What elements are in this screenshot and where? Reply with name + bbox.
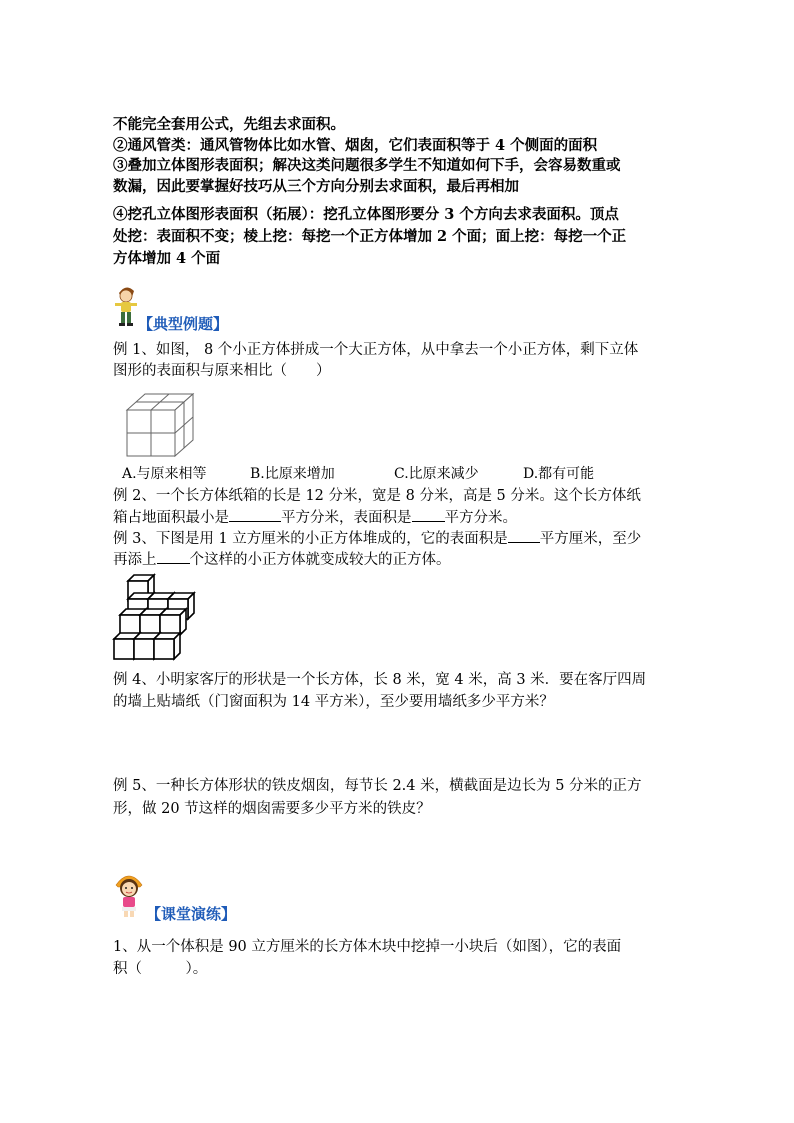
intro-line-1: 不能完全套用公式，先组去求面积。 [113, 116, 345, 133]
example-1-options [122, 463, 594, 483]
intro-line-7: 方体增加 4 个面 [113, 250, 221, 267]
answer-blank-surface-area[interactable] [412, 507, 445, 522]
example-3-text-d: 个这样的小正方体就变成较大的正方体。 [189, 552, 451, 568]
answer-blank-area[interactable] [508, 528, 540, 543]
example-4-line-1: 例 4、小明家客厅的形状是一个长方体，长 8 米，宽 4 米，高 3 米．要在客厅四周 [113, 672, 647, 688]
option-a[interactable]: A.与原来相等 [122, 466, 207, 482]
cube-figure-2x2x2 [125, 392, 195, 458]
stacked-cubes-figure [114, 575, 200, 661]
example-1-line-2: 图形的表面积与原来相比（ ） [113, 363, 331, 379]
intro-line-4: 数漏，因此要掌握好技巧从三个方向分别去求面积，最后再相加 [113, 178, 519, 195]
answer-blank-floor-area[interactable] [229, 507, 281, 522]
example-2-text-c: 平方分米。 [444, 510, 517, 526]
example-3-text-a: 例 3、下图是用 1 立方厘米的小正方体堆成的，它的表面积是 [113, 531, 508, 547]
example-3-line-1 [113, 528, 641, 549]
cartoon-boy-icon [113, 283, 139, 327]
intro-line-5: ④挖孔立体图形表面积（拓展）：挖孔立体图形要分 3 个方向去求表面积。顶点 [113, 206, 619, 223]
example-1-line-1: 例 1、如图， 8 个小正方体拼成一个大正方体，从中拿去一个小正方体，剩下立体 [113, 342, 639, 358]
example-3-text-b: 平方厘米，至少 [539, 531, 642, 547]
option-c[interactable]: C.比原来减少 [394, 466, 479, 482]
cartoon-girl-icon [114, 871, 144, 919]
intro-line-3: ③叠加立体图形表面积；解决这类问题很多学生不知道如何下手，会容易数重或 [113, 157, 621, 174]
option-b[interactable]: B.比原来增加 [250, 466, 335, 482]
example-5-line-2: 形，做 20 节这样的烟囱需要多少平方米的铁皮？ [113, 801, 431, 817]
example-3-line-2 [113, 549, 451, 570]
section-title-examples: 【典型例题】 [138, 315, 229, 333]
example-2-line-1: 例 2、一个长方体纸箱的长是 12 分米，宽是 8 分米，高是 5 分米。这个长方体纸 [113, 488, 641, 504]
example-2-text-a: 箱占地面积最小是 [113, 510, 229, 526]
practice-1-line-2: 积（ ）。 [113, 961, 208, 977]
example-2-line-2 [113, 507, 517, 528]
example-5-line-1: 例 5、一种长方体形状的铁皮烟囱，每节长 2.4 米，横截面是边长为 5 分米的正方 [113, 778, 642, 794]
option-d[interactable]: D.都有可能 [523, 466, 595, 482]
section-title-practice: 【课堂演练】 [146, 905, 237, 923]
example-2-text-b: 平方分米，表面积是 [281, 510, 412, 526]
example-3-text-c: 再添上 [113, 552, 157, 568]
intro-line-6: 处挖：表面积不变；棱上挖：每挖一个正方体增加 2 个面；面上挖：每挖一个正 [113, 228, 627, 245]
practice-1-line-1: 1、从一个体积是 90 立方厘米的长方体木块中挖掉一小块后（如图），它的表面 [113, 939, 622, 955]
answer-blank-count[interactable] [157, 549, 190, 564]
intro-line-2: ②通风管类：通风管物体比如水管、烟囱，它们表面积等于 4 个侧面的面积 [113, 137, 598, 154]
example-4-line-2: 的墙上贴墙纸（门窗面积为 14 平方米），至少要用墙纸多少平方米？ [113, 694, 554, 710]
